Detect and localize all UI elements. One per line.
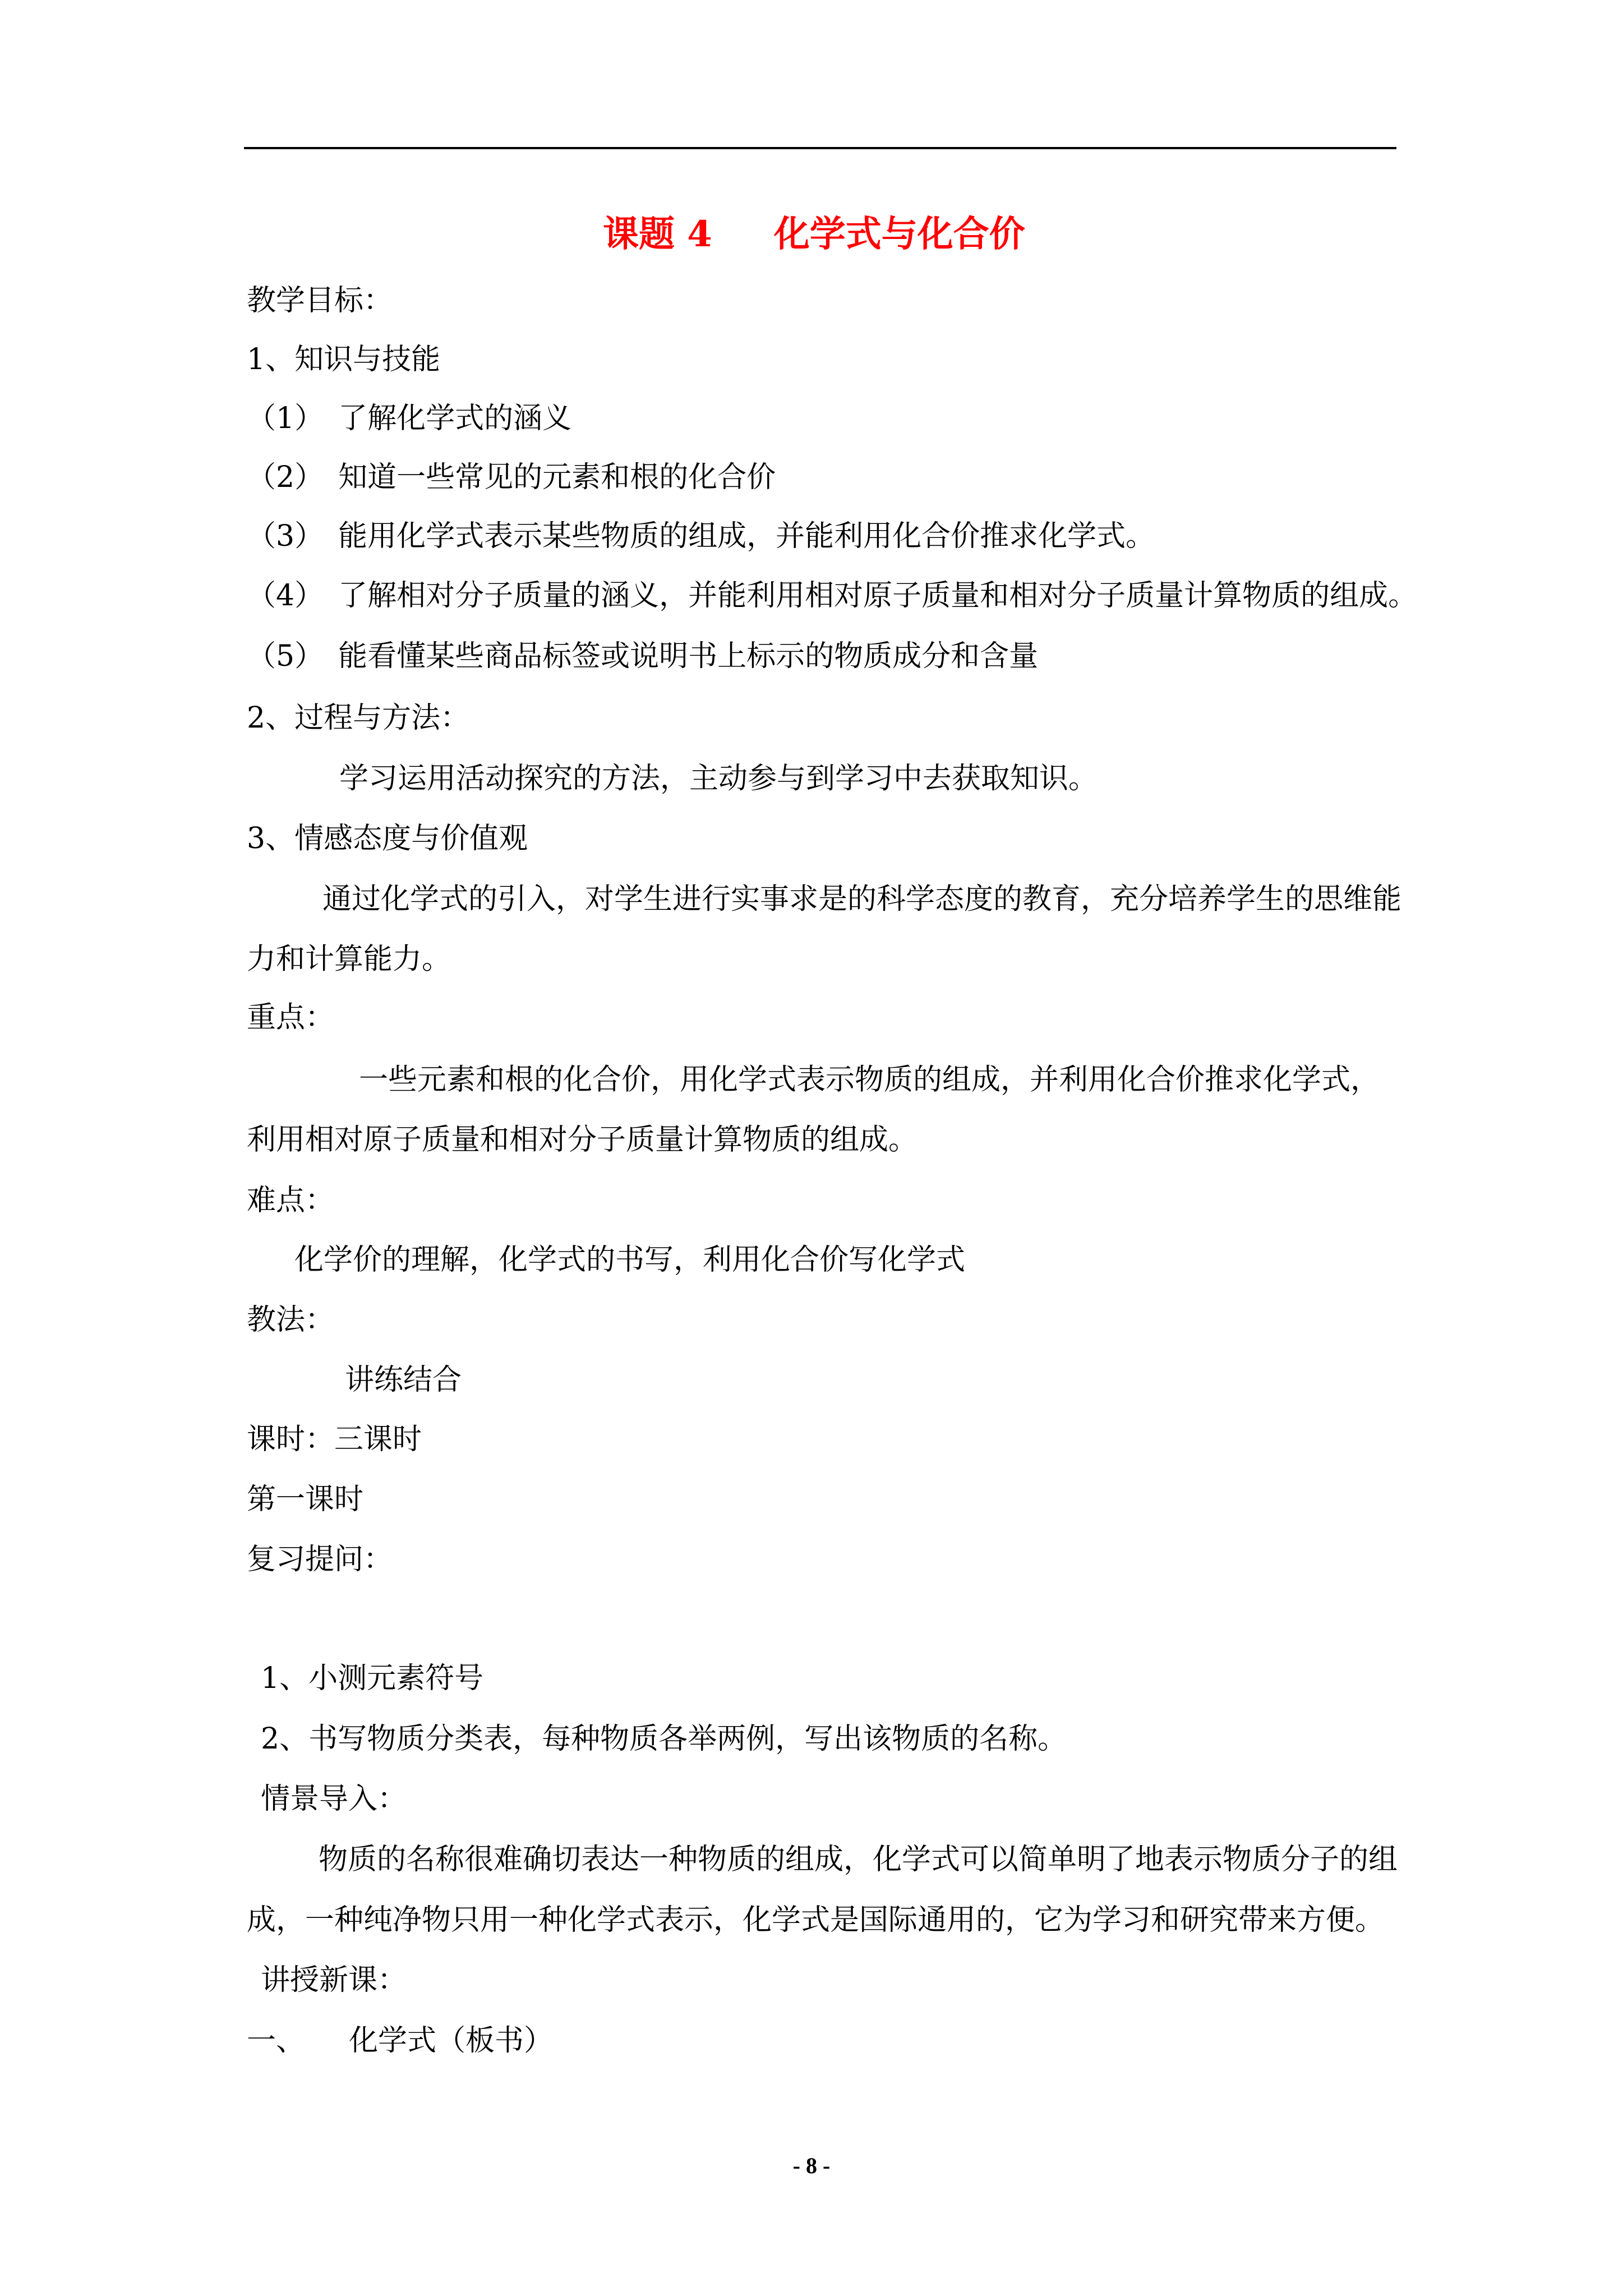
section-1-heading: 一、 化学式（板书）: [247, 2024, 554, 2058]
first-lesson-heading: 第一课时: [247, 1483, 364, 1516]
process-method-text: 学习运用活动探究的方法，主动参与到学习中去获取知识。: [339, 762, 1098, 795]
page-number: - 8 -: [792, 2153, 831, 2178]
review-item-2: 2、书写物质分类表，每种物质各举两例，写出该物质的名称。: [261, 1722, 1067, 1756]
title-lesson-number: 课题 4: [603, 213, 712, 255]
difficulties-text: 化学价的理解，化学式的书写，利用化合价写化学式: [294, 1243, 966, 1277]
scenario-intro-text: 物质的名称很难确切表达一种物质的组成，化学式可以简单明了地表示物质分子的组: [319, 1843, 1398, 1876]
teaching-method-text: 讲练结合: [345, 1363, 462, 1397]
objective-item-5: （5） 能看懂某些商品标签或说明书上标示的物质成分和含量: [247, 639, 1039, 673]
objective-item-4: （4） 了解相对分子质量的涵义，并能利用相对原子质量和相对分子质量计算物质的组成。: [247, 579, 1418, 613]
objectives-heading: 教学目标：: [247, 284, 393, 318]
key-points-heading: 重点：: [247, 1001, 335, 1034]
class-hours: 课时：三课时: [247, 1423, 422, 1456]
objective-item-1: （1） 了解化学式的涵义: [247, 402, 572, 435]
header-rule: [244, 147, 1396, 149]
new-lesson-heading: 讲授新课：: [261, 1963, 407, 1997]
scenario-intro-text-cont: 成，一种纯净物只用一种化学式表示，化学式是国际通用的，它为学习和研究带来方便。: [247, 1903, 1385, 1937]
process-method-heading: 2、过程与方法：: [247, 701, 470, 735]
objective-item-2: （2） 知道一些常见的元素和根的化合价: [247, 461, 776, 494]
scenario-intro-heading: 情景导入：: [261, 1782, 407, 1816]
difficulties-heading: 难点：: [247, 1184, 335, 1217]
review-item-1: 1、小测元素符号: [261, 1662, 484, 1695]
lesson-title: [603, 212, 1025, 257]
attitude-values-heading: 3、情感态度与价值观: [247, 822, 528, 855]
knowledge-skills-heading: 1、知识与技能: [247, 343, 441, 376]
teaching-method-heading: 教法：: [247, 1303, 335, 1337]
objective-item-3: （3） 能用化学式表示某些物质的组成，并能利用化合价推求化学式。: [247, 519, 1155, 553]
attitude-values-text-cont: 力和计算能力。: [247, 942, 451, 976]
title-topic: 化学式与化合价: [773, 213, 1025, 255]
attitude-values-text: 通过化学式的引入，对学生进行实事求是的科学态度的教育，充分培养学生的思维能: [322, 882, 1402, 916]
key-points-text-cont: 利用相对原子质量和相对分子质量计算物质的组成。: [247, 1123, 918, 1157]
review-questions-heading: 复习提问：: [247, 1543, 393, 1576]
key-points-text: 一些元素和根的化合价，用化学式表示物质的组成，并利用化合价推求化学式，: [359, 1063, 1380, 1097]
